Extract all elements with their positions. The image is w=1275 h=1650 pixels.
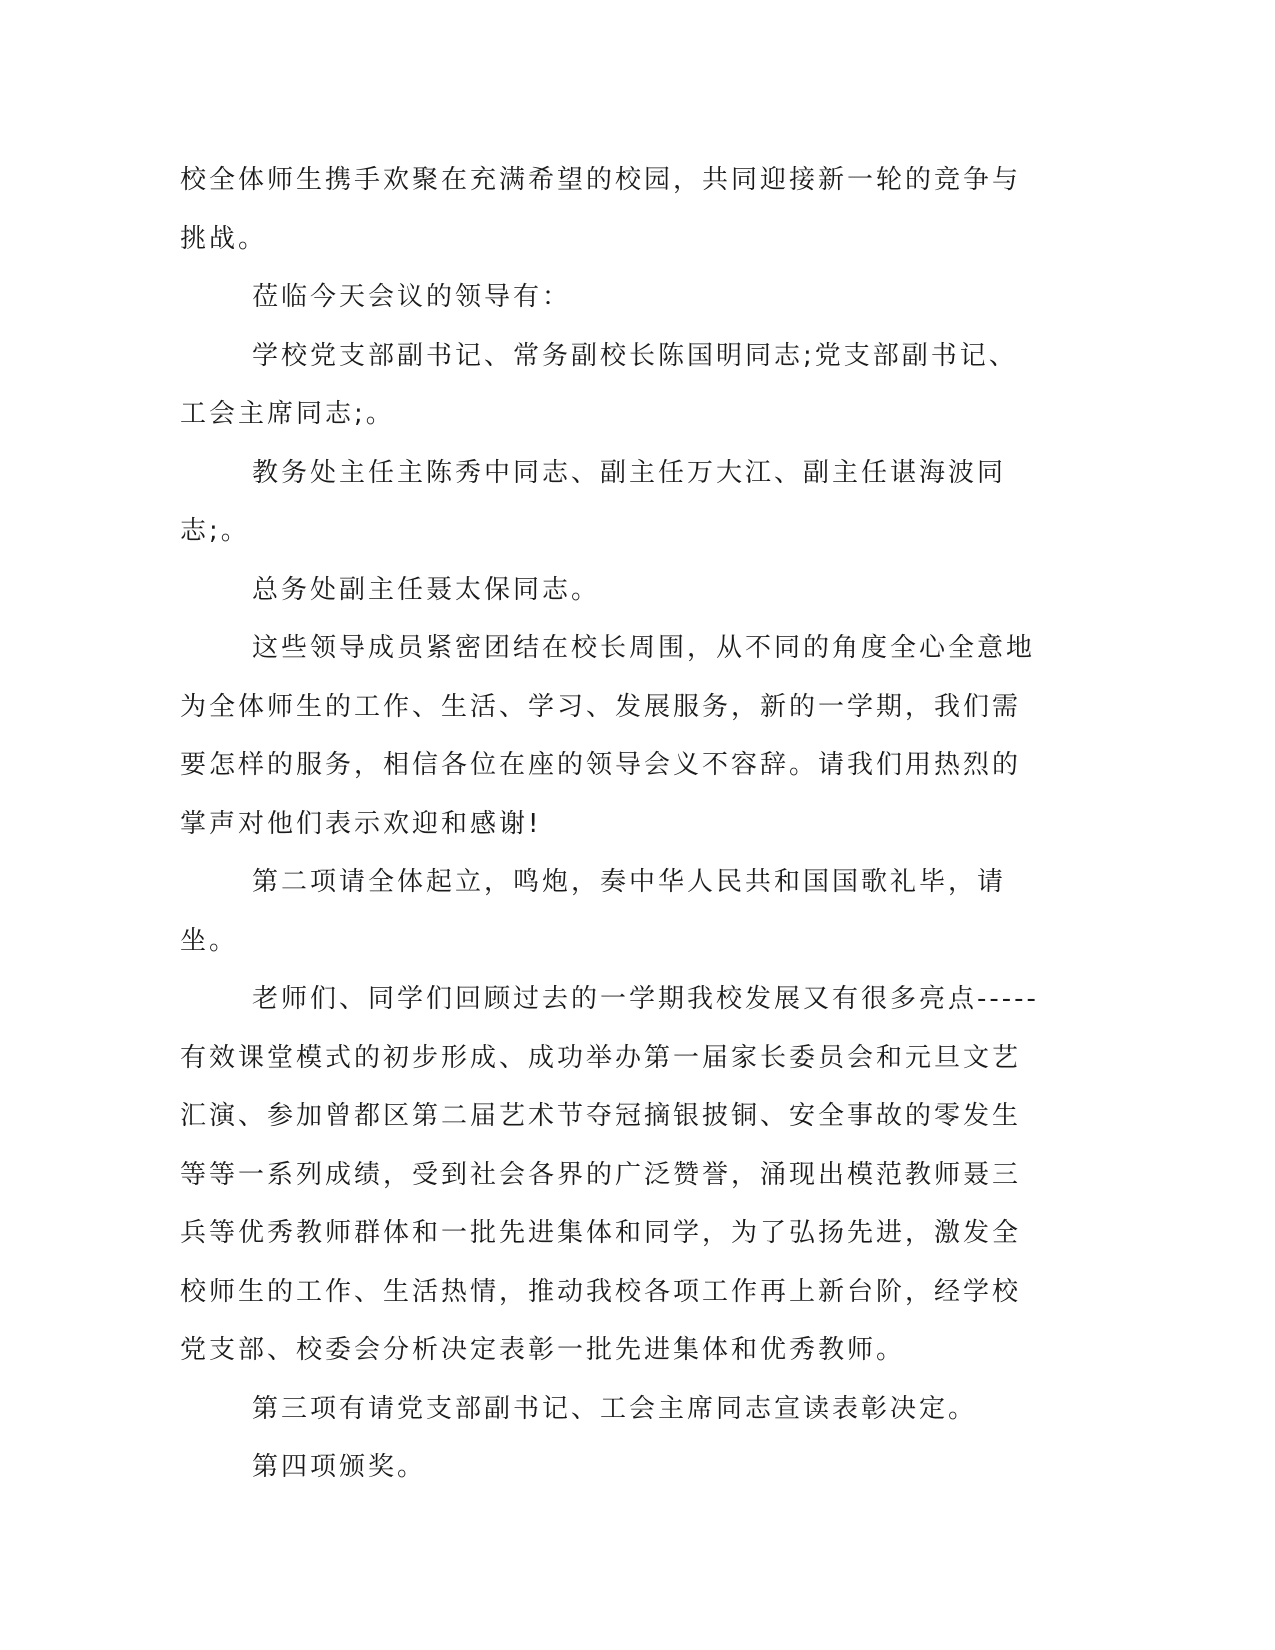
paragraph-leaders-service: 这些领导成员紧密团结在校长周围，从不同的角度全心全意地为全体师生的工作、生活、学习、发展服务，新的一学期，我们需要怎样的服务，相信各位在座的领导会义不容辞。请我们用热烈的掌声对他们表示欢迎和感谢! (180, 633, 1036, 839)
paragraph-item-four: 第四项颁奖。 (252, 1452, 427, 1482)
paragraph-continuation: 校全体师生携手欢聚在充满希望的校园，共同迎接新一轮的竞争与挑战。 (180, 165, 1022, 254)
paragraph-general-affairs: 总务处副主任聂太保同志。 (252, 574, 601, 605)
paragraph-party-leaders: 学校党支部副书记、常务副校长陈国明同志;党支部副书记、工会主席同志;。 (180, 340, 1018, 429)
document-body (180, 151, 1040, 1497)
paragraph-item-two: 第二项请全体起立，鸣炮，奏中华人民共和国国歌礼毕，请坐。 (180, 867, 1007, 956)
paragraph-academic-affairs: 教务处主任主陈秀中同志、副主任万大江、副主任谌海波同志;。 (180, 457, 1007, 546)
paragraph-item-three: 第三项有请党支部副书记、工会主席同志宣读表彰决定。 (252, 1393, 978, 1424)
paragraph-leaders-intro: 莅临今天会议的领导有： (252, 282, 572, 312)
paragraph-review: 老师们、同学们回顾过去的一学期我校发展又有很多亮点-----有效课堂模式的初步形成、成功举办第一届家长委员会和元旦文艺汇演、参加曾都区第二届艺术节夺冠摘银披铜、安全事故的零发生等等一系列成绩，受到社会各界的广泛赞誉，涌现出模范教师聂三兵等优秀教师群体和一批先进集体和同学，为了弘扬先进，激发全校师生的工作、生活热情，推动我校各项工作再上新台阶，经学校党支部、校委会分析决定表彰一批先进集体和优秀教师。 (180, 984, 1039, 1365)
